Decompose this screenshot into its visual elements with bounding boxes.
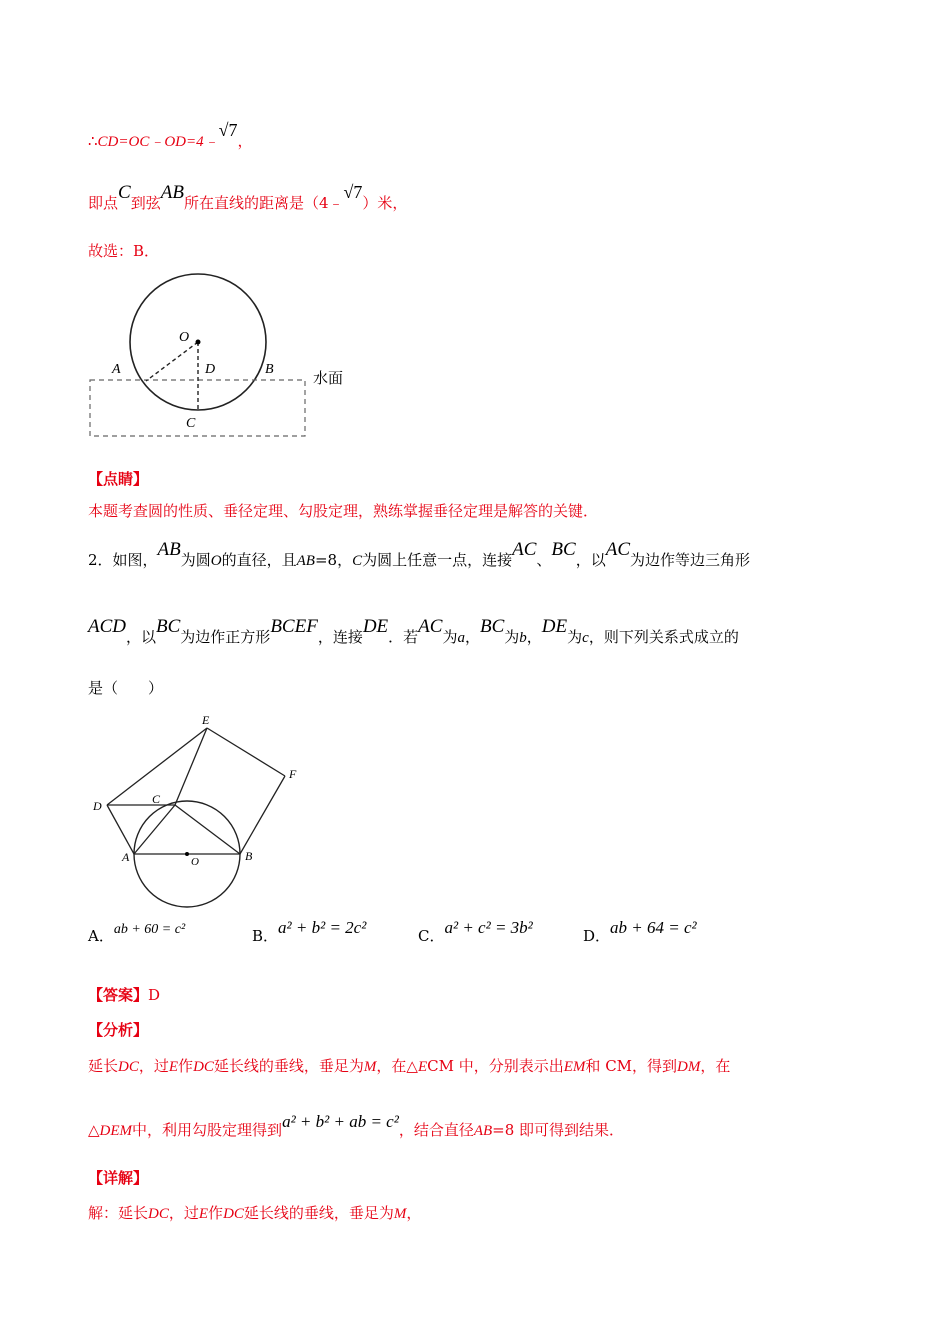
text: =8 即可得到结果． xyxy=(492,1121,625,1139)
text: 2．如图， xyxy=(88,551,158,569)
option-b[interactable] xyxy=(252,918,367,946)
option-expr: a² + c² = 3b² xyxy=(444,918,533,937)
text: 为圆上任意一点，连接 xyxy=(362,551,513,569)
center-dot xyxy=(196,340,201,345)
text: 和 CM，得到 xyxy=(585,1057,678,1075)
math-ac: AC xyxy=(512,539,537,560)
text: 延长 xyxy=(88,1057,119,1075)
text: ， xyxy=(464,628,480,646)
therefore-symbol: ∴ xyxy=(88,132,98,150)
sqrt-seven: √7 xyxy=(343,182,363,202)
option-expr: a² + b² = 2c² xyxy=(278,918,367,937)
text: 作 xyxy=(178,1057,194,1075)
text: ， xyxy=(406,1204,422,1222)
analysis-line-2 xyxy=(88,1112,625,1140)
math-b: b xyxy=(519,630,527,646)
fenxi-tag: 【分析】 xyxy=(88,1021,149,1039)
label-b: B xyxy=(265,362,274,377)
label-a: A xyxy=(122,850,130,864)
solution-line-1 xyxy=(88,1202,421,1223)
option-d[interactable] xyxy=(583,918,697,946)
question-2-line-3: 是（ ） xyxy=(88,679,164,697)
center-dot xyxy=(185,852,189,856)
text: =8， xyxy=(314,551,353,569)
label-f: F xyxy=(289,767,297,781)
text: ，过 xyxy=(138,1057,169,1075)
side-fb xyxy=(240,776,285,854)
text: ，以 xyxy=(575,551,606,569)
question-2-line-1 xyxy=(88,539,751,571)
label-b: B xyxy=(245,849,253,863)
text: ，结合直径 xyxy=(398,1121,474,1139)
math-dem: DEM xyxy=(99,1123,133,1139)
math-de: DE xyxy=(541,616,568,637)
xiangjie-tag: 【详解】 xyxy=(88,1169,149,1187)
point-c: C xyxy=(118,182,131,203)
text: ，在 xyxy=(700,1057,731,1075)
label-a: A xyxy=(112,362,121,377)
choice-line: 故选：B． xyxy=(88,242,160,260)
math-c: c xyxy=(582,630,589,646)
text: ）米， xyxy=(362,194,408,212)
math-dc: DC xyxy=(193,1059,214,1075)
text: 的直径，且 xyxy=(221,551,297,569)
text: ，过 xyxy=(168,1204,199,1222)
text: 到弦 xyxy=(130,194,161,212)
text: ，在△ xyxy=(376,1057,418,1075)
math-m: M xyxy=(393,1206,407,1222)
option-label: D． xyxy=(583,927,611,945)
text: CM 中，分别表示出 xyxy=(427,1057,564,1075)
text: 为 xyxy=(567,628,583,646)
math-bc: BC xyxy=(551,539,576,560)
option-c[interactable] xyxy=(418,918,533,946)
math-bc: BC xyxy=(156,616,181,637)
text: ，则下列关系式成立的 xyxy=(588,628,739,646)
comma: ， xyxy=(237,132,253,150)
math-ab: AB xyxy=(296,553,315,569)
label-o: O xyxy=(191,856,199,868)
math-ac: AC xyxy=(605,539,630,560)
math-ab: AB xyxy=(157,539,181,560)
text: △ xyxy=(88,1121,100,1139)
answer-line xyxy=(88,984,160,1005)
math-m: M xyxy=(363,1059,377,1075)
solution-line-distance xyxy=(88,182,408,214)
dianjing-tag: 【点睛】 xyxy=(88,470,149,488)
question-2-line-2 xyxy=(88,616,739,648)
label-d: D xyxy=(205,362,216,377)
answer-value: D xyxy=(148,986,161,1004)
text: 为 xyxy=(442,628,458,646)
option-label: C． xyxy=(418,927,445,945)
side-cb xyxy=(175,805,240,854)
math-o: O xyxy=(210,553,222,569)
text: 、 xyxy=(536,551,552,569)
text: ，以 xyxy=(126,628,157,646)
label-c: C xyxy=(152,792,161,806)
figure-circle-water xyxy=(80,265,380,445)
math-dc: DC xyxy=(148,1206,169,1222)
text: 解：延长 xyxy=(88,1204,149,1222)
label-o: O xyxy=(179,330,190,345)
label-water: 水面 xyxy=(313,369,344,387)
text: ， xyxy=(526,628,542,646)
math-em: EM xyxy=(563,1059,586,1075)
math-a: a xyxy=(457,630,465,646)
math-ac: AC xyxy=(418,616,443,637)
option-label: B． xyxy=(252,927,279,945)
option-label: A． xyxy=(88,927,114,945)
option-a[interactable] xyxy=(88,922,186,946)
math-bc: BC xyxy=(479,616,505,637)
label-e: E xyxy=(202,713,210,727)
option-expr: ab + 60 = c² xyxy=(113,922,186,937)
math-acd: ACD xyxy=(88,616,126,637)
text: 所在直线的距离是（4﹣ xyxy=(183,194,344,212)
text: ，连接 xyxy=(317,628,363,646)
option-expr: ab + 64 = c² xyxy=(610,918,697,937)
pythagorean-expr: a² + b² + ab = c² xyxy=(282,1112,399,1131)
sqrt-seven: √7 xyxy=(218,120,238,140)
text: 延长线的垂线，垂足为 xyxy=(243,1204,394,1222)
math-ab: AB xyxy=(473,1123,493,1139)
text: 作 xyxy=(208,1204,224,1222)
math-dc: DC xyxy=(118,1059,139,1075)
text: 延长线的垂线，垂足为 xyxy=(213,1057,364,1075)
label-d: D xyxy=(93,799,102,813)
chord-ab: AB xyxy=(160,182,184,203)
answer-tag: 【答案】 xyxy=(88,986,149,1004)
figure-square-triangle xyxy=(85,708,315,918)
math-e: E xyxy=(198,1206,209,1222)
text: 为边作正方形 xyxy=(180,628,271,646)
solution-line-cd xyxy=(88,120,253,151)
analysis-line-1 xyxy=(88,1055,730,1076)
math-e: E xyxy=(417,1059,428,1075)
text: 中，利用勾股定理得到 xyxy=(132,1121,283,1139)
math-dm: DM xyxy=(677,1059,701,1075)
math-e: E xyxy=(168,1059,179,1075)
side-ef xyxy=(207,728,285,776)
cd-equation: CD=OC﹣OD=4﹣ xyxy=(97,134,219,150)
label-c: C xyxy=(186,416,196,431)
line-oa xyxy=(146,342,198,381)
math-de: DE xyxy=(362,616,389,637)
dianjing-text: 本题考查圆的性质、垂径定理、勾股定理，熟练掌握垂径定理是解答的关键． xyxy=(88,502,599,520)
side-ad xyxy=(107,805,134,854)
math-bcef: BCEF xyxy=(270,616,318,637)
text: 即点 xyxy=(88,194,119,212)
math-dc: DC xyxy=(223,1206,244,1222)
text: 为圆 xyxy=(180,551,211,569)
text: ．若 xyxy=(388,628,419,646)
math-c: C xyxy=(352,553,363,569)
text: 为 xyxy=(504,628,520,646)
text: 为边作等边三角形 xyxy=(630,551,751,569)
